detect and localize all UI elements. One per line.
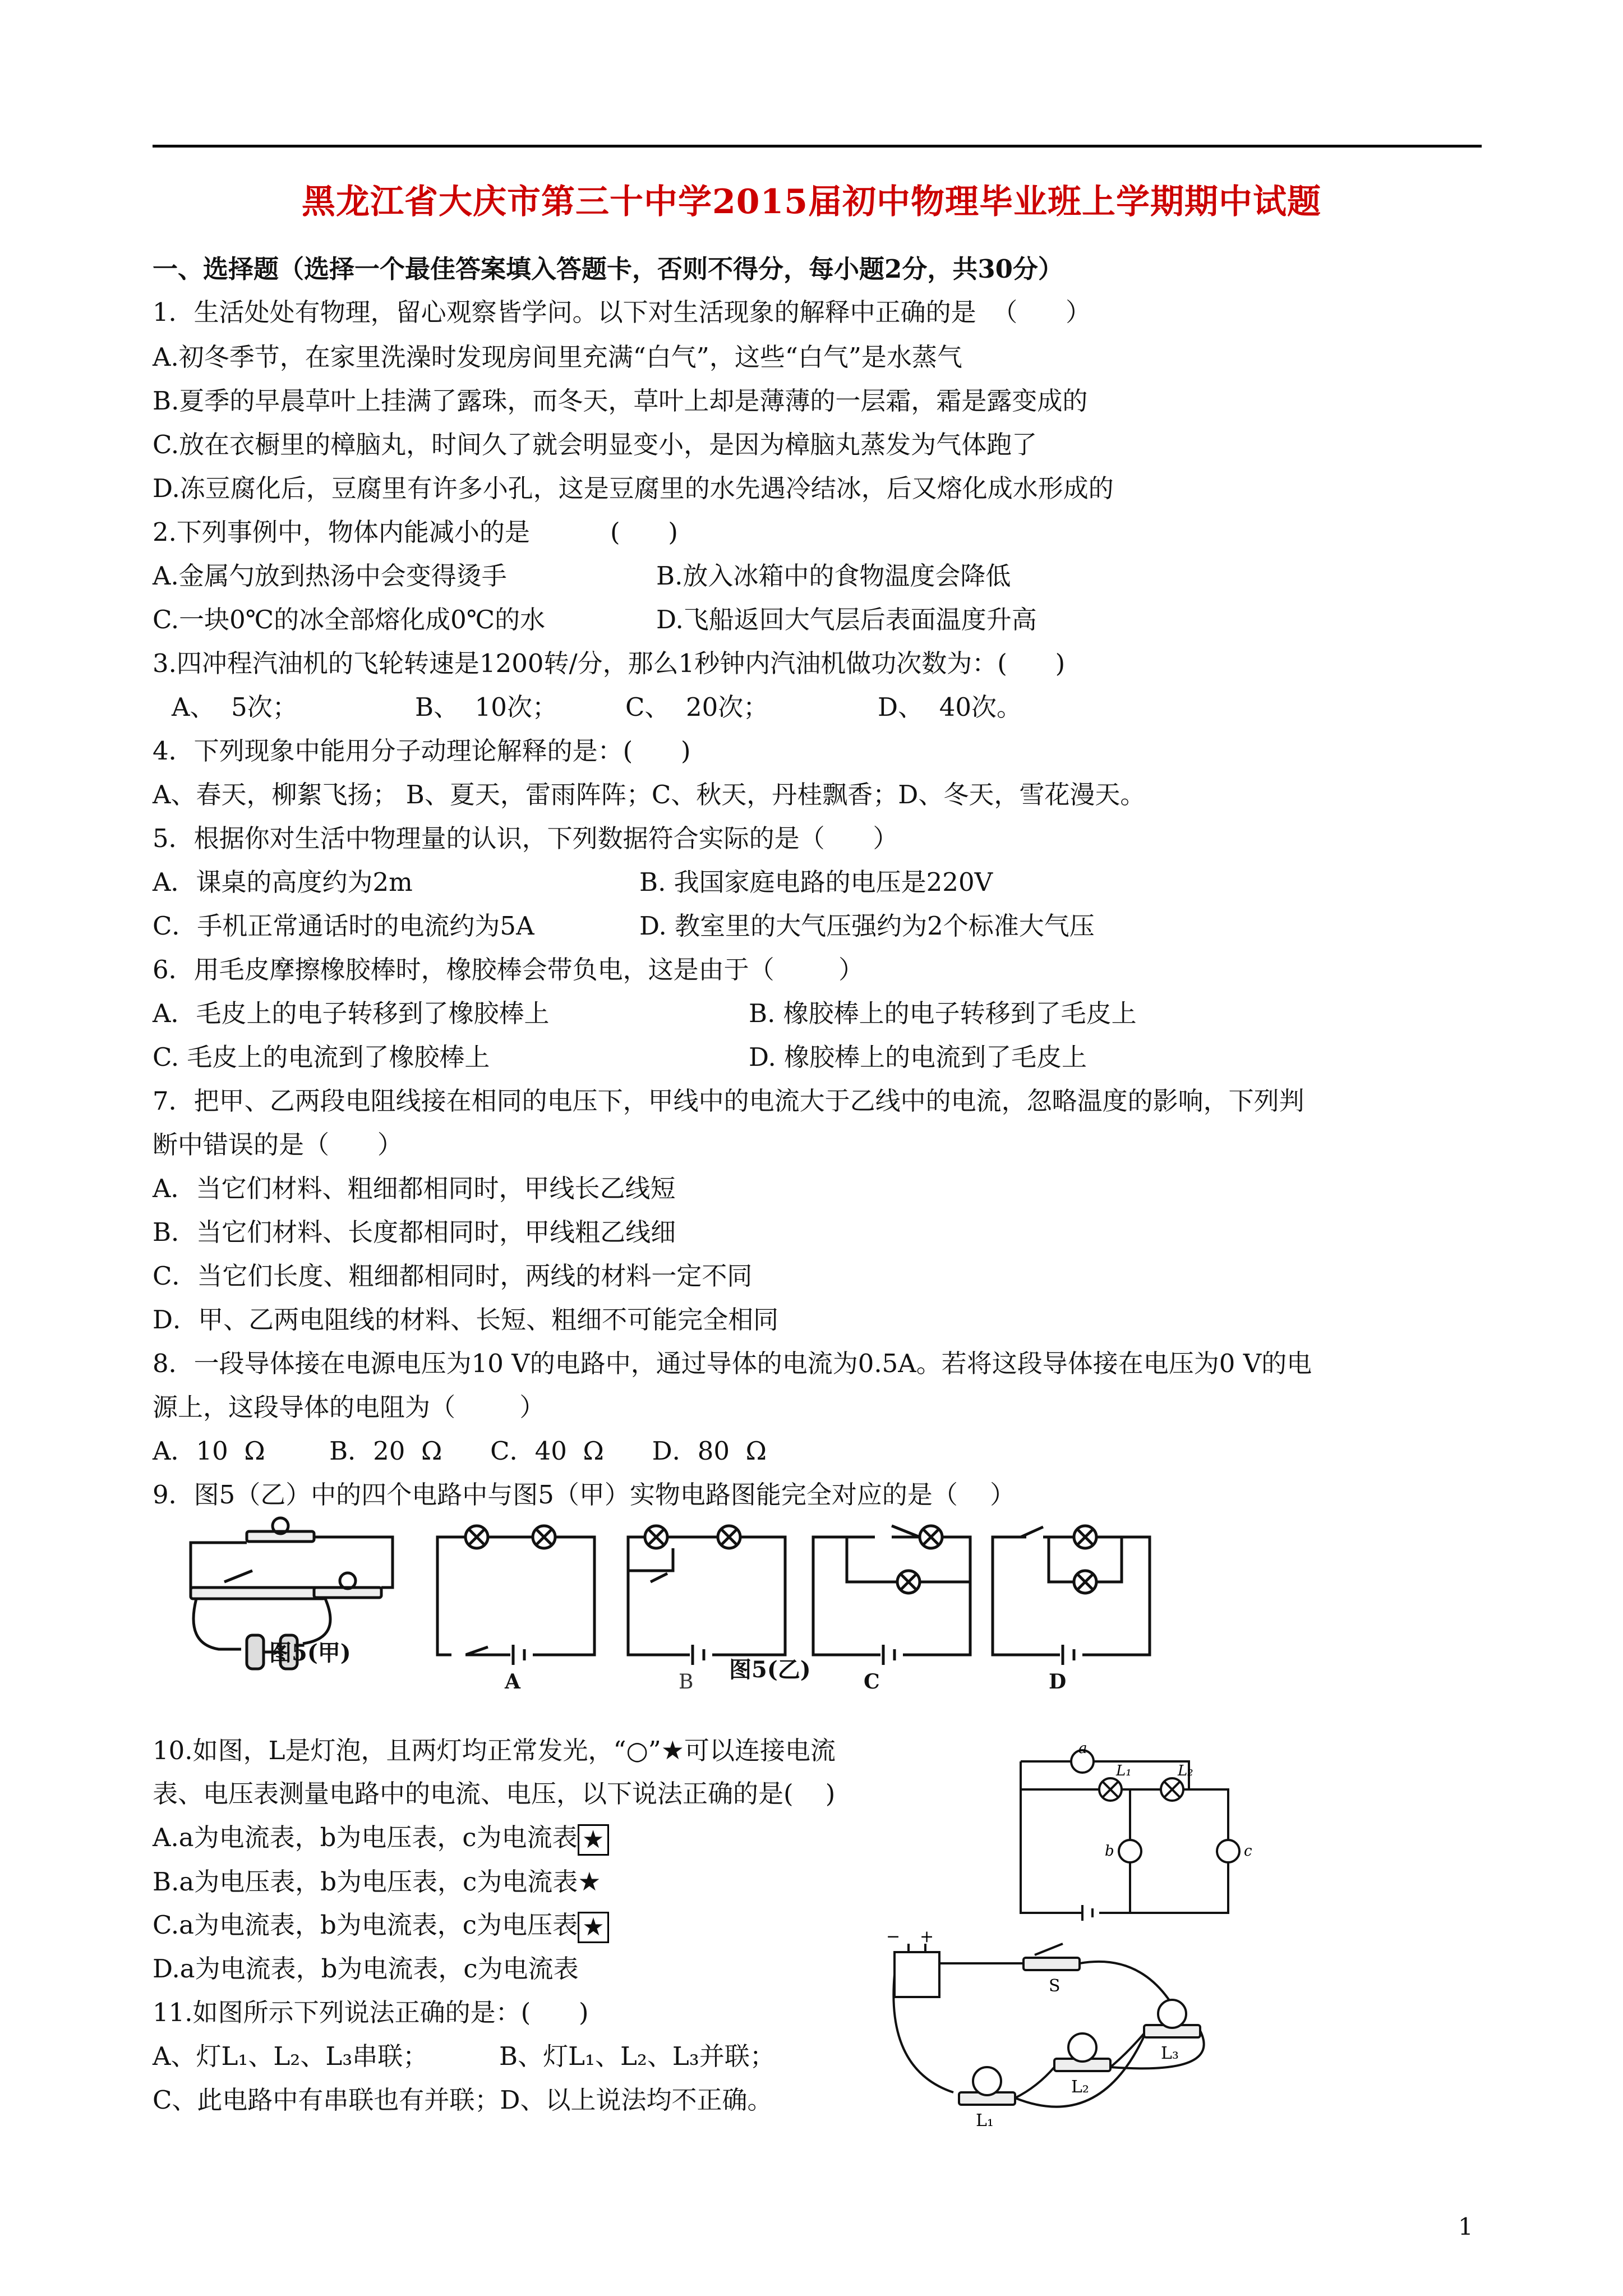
q9-figure [174, 1515, 1161, 1705]
q2-option-a: A.金属勺放到热汤中会变得烫手 [153, 561, 507, 591]
q10-option-b: B.a为电压表，b为电压表，c为电流表★ [153, 1865, 601, 1899]
q5-option-b: B. 我国家庭电路的电压是220V [639, 867, 993, 897]
page-title: 黑龙江省大庆市第三十中学2015届初中物理毕业班上学期期中试题 [302, 182, 1321, 222]
label-b: B [679, 1671, 694, 1694]
battery-plus-label: + [920, 1930, 934, 1947]
circuit-option-a [437, 1526, 594, 1666]
q8-stem-line1: 8．一段导体接在电源电压为10 V的电路中，通过导体的电流为0.5A。若将这段导体接在电压为0 V的电 [153, 1349, 1312, 1378]
boxed-star-icon: ★ [578, 1824, 609, 1856]
q11-options-cd: C、此电路中有串联也有并联；D、以上说法均不正确。 [153, 2085, 773, 2115]
lamp-l2-label: L₂ [1071, 2077, 1089, 2097]
fig5-yi-label: 图5(乙) [729, 1657, 811, 1683]
page-number: 1 [1458, 2213, 1473, 2240]
q1-option-d: D.冻豆腐化后，豆腐里有许多小孔，这是豆腐里的水先遇冷结冰，后又熔化成水形成的 [153, 473, 1114, 503]
q10-stem-line2: 表、电压表测量电路中的电流、电压，以下说法正确的是( ) [153, 1779, 836, 1809]
meter-a-label: a [1078, 1745, 1087, 1757]
top-rule [153, 145, 1482, 148]
q3-option-c: C、 20次； [625, 692, 769, 722]
q9-stem: 9．图5（乙）中的四个电路中与图5（甲）实物电路图能完全对应的是（ ） [153, 1480, 1016, 1510]
q6-option-a: A．毛皮上的电子转移到了橡胶棒上 [153, 999, 550, 1028]
q6-option-c: C. 毛皮上的电流到了橡胶棒上 [153, 1042, 490, 1072]
q3-option-b: B、 10次； [415, 692, 557, 722]
q7-stem-line1: 7．把甲、乙两段电阻线接在相同的电压下，甲线中的电流大于乙线中的电流，忽略温度的影响，下列判 [153, 1086, 1304, 1116]
q10-option-d: D.a为电流表，b为电流表，c为电流表 [153, 1954, 579, 1984]
q1-stem: 1．生活处处有物理，留心观察皆学问。以下对生活现象的解释中正确的是 （ ） [153, 297, 1091, 327]
lamp-l1-label: L₁ [1116, 1763, 1132, 1779]
q10-option-c: C.a为电流表，b为电流表，c为电压表 ★ [153, 1908, 609, 1943]
q4-stem: 4．下列现象中能用分子动理论解释的是：( ) [153, 736, 691, 766]
label-a: A [505, 1670, 520, 1694]
q5-option-d: D. 教室里的大气压强约为2个标准大气压 [639, 911, 1095, 941]
q10-option-a: A.a为电流表，b为电压表，c为电流表 ★ [153, 1821, 609, 1856]
q1-option-b: B.夏季的早晨草叶上挂满了露珠，而冬天，草叶上却是薄薄的一层霜，霜是露变成的 [153, 386, 1088, 416]
lamp-l3-label: L₃ [1161, 2044, 1179, 2063]
q1-option-a: A.初冬季节，在家里洗澡时发现房间里充满“白气”，这些“白气”是水蒸气 [153, 342, 962, 372]
switch-s-label: S [1049, 1976, 1061, 1996]
q3-option-d: D、 40次。 [878, 692, 1022, 722]
q6-option-d: D. 橡胶棒上的电流到了毛皮上 [749, 1042, 1087, 1072]
star-icon: ★ [661, 1735, 684, 1765]
label-d: D [1049, 1670, 1067, 1694]
q5-stem: 5．根据你对生活中物理量的认识，下列数据符合实际的是（ ） [153, 823, 898, 853]
q10-circuit-figure [1004, 1745, 1262, 1935]
q11-circuit-figure [886, 1930, 1223, 2132]
q2-option-b: B.放入冰箱中的食物温度会降低 [656, 561, 1011, 591]
q11-stem: 11.如图所示下列说法正确的是：( ) [153, 1998, 589, 2027]
q6-stem: 6．用毛皮摩擦橡胶棒时，橡胶棒会带负电，这是由于（ ） [153, 955, 864, 984]
lamp-l2-label: L₂ [1178, 1763, 1193, 1779]
q11-option-a: A、灯L₁、L₂、L₃串联； [153, 2041, 428, 2071]
q11-option-b: B、灯L₁、L₂、L₃并联； [499, 2041, 775, 2071]
lamp-l1-label: L₁ [976, 2111, 994, 2131]
q7-option-c: C．当它们长度、粗细都相同时，两线的材料一定不同 [153, 1261, 753, 1291]
boxed-star-icon: ★ [578, 1912, 609, 1943]
battery-minus-label: − [886, 1930, 901, 1947]
meter-b-label: b [1105, 1843, 1114, 1860]
q8-stem-line2: 源上，这段导体的电阻为（ ） [153, 1392, 545, 1422]
q8-options: A．10 Ω B．20 Ω C．40 Ω D．80 Ω [153, 1436, 767, 1466]
section-heading: 一、选择题（选择一个最佳答案填入答题卡，否则不得分，每小题2分，共30分） [153, 254, 1063, 284]
meter-c-label: c [1244, 1843, 1252, 1860]
q5-option-a: A．课桌的高度约为2m [153, 867, 413, 897]
q6-option-b: B. 橡胶棒上的电子转移到了毛皮上 [749, 999, 1137, 1028]
q2-stem: 2.下列事例中，物体内能减小的是 ( ) [153, 517, 678, 547]
q7-stem-line2: 断中错误的是（ ） [153, 1130, 403, 1159]
q7-option-b: B．当它们材料、长度都相同时，甲线粗乙线细 [153, 1217, 676, 1247]
q3-option-a: A、 5次； [172, 692, 298, 722]
circuit-option-d [993, 1526, 1150, 1666]
q2-option-d: D.飞船返回大气层后表面温度升高 [656, 605, 1037, 634]
q4-options: A、春天，柳絮飞扬； B、夏天，雷雨阵阵；C、秋天，丹桂飘香；D、冬天，雪花漫天。 [153, 780, 1146, 809]
q10-stem-line1: 10.如图，L是灯泡，且两灯均正常发光，“○”★可以连接电流 [153, 1733, 836, 1768]
q3-stem: 3.四冲程汽油机的飞轮转速是1200转/分，那么1秒钟内汽油机做功次数为：( ) [153, 648, 1066, 678]
q7-option-d: D．甲、乙两电阻线的材料、长短、粗细不可能完全相同 [153, 1305, 779, 1335]
fig5-jia-label: 图5(甲) [269, 1640, 351, 1666]
q1-option-c: C.放在衣橱里的樟脑丸，时间久了就会明显变小，是因为樟脑丸蒸发为气体跑了 [153, 430, 1038, 459]
circuit-option-c [813, 1526, 970, 1666]
q2-option-c: C.一块0℃的冰全部熔化成0℃的水 [153, 605, 546, 634]
q7-option-a: A．当它们材料、粗细都相同时，甲线长乙线短 [153, 1174, 676, 1203]
star-icon: ★ [578, 1866, 601, 1897]
circuit-option-b [628, 1526, 785, 1666]
q5-option-c: C．手机正常通话时的电流约为5A [153, 911, 534, 941]
label-c: C [864, 1670, 880, 1694]
